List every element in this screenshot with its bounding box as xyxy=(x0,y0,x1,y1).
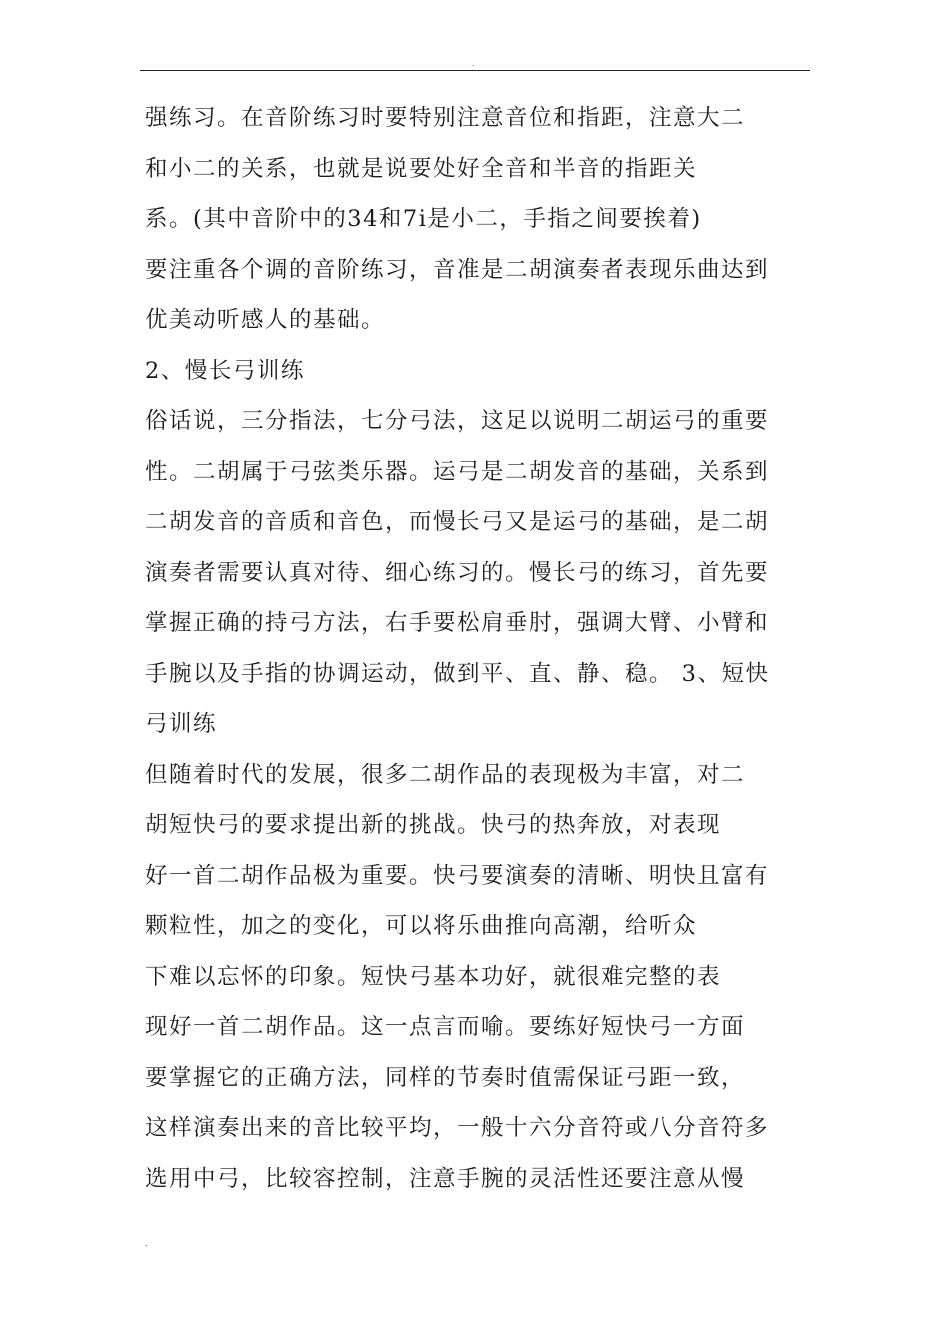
text-line: 演奏者需要认真对待、细心练习的。慢长弓的练习，首先要 xyxy=(145,559,770,586)
text-line: 要掌握它的正确方法，同样的节奏时值需保证弓距一致， xyxy=(145,1064,746,1091)
text-line: 手腕以及手指的协调运动，做到平、直、静、稳。 3、短快 xyxy=(145,660,770,687)
text-line: 颗粒性，加之的变化，可以将乐曲推向高潮，给听众 xyxy=(145,913,698,939)
section-heading: 2、慢长弓训练 xyxy=(145,357,305,384)
text-line: 要注重各个调的音阶练习，音准是二胡演奏者表现乐曲达到 xyxy=(145,256,770,283)
text-line: 胡短快弓的要求提出新的挑战。快弓的热奔放，对表现 xyxy=(145,812,722,838)
text-line: 但随着时代的发展，很多二胡作品的表现极为丰富，对二 xyxy=(145,761,746,788)
text-line: 下难以忘怀的印象。短快弓基本功好，就很难完整的表 xyxy=(145,963,722,990)
text-line: 俗话说，三分指法，七分弓法，这足以说明二胡运弓的重要 xyxy=(145,408,770,434)
footer-mark: . xyxy=(145,1239,148,1248)
text-line: 二胡发音的音质和音色，而慢长弓又是运弓的基础，是二胡 xyxy=(145,509,770,535)
text-line: 性。二胡属于弓弦类乐器。运弓是二胡发音的基础，关系到 xyxy=(145,458,770,485)
text-line: 优美动听感人的基础。 xyxy=(145,307,386,333)
text-line: 和小二的关系，也就是说要处好全音和半音的指距关 xyxy=(145,155,698,182)
text-line: 选用中弓，比较容控制，注意手腕的灵活性还要注意从慢 xyxy=(145,1165,746,1192)
header-rule xyxy=(140,70,810,71)
text-line: 这样演奏出来的音比较平均，一般十六分音符或八分音符多 xyxy=(145,1115,770,1141)
document-body xyxy=(145,100,815,1211)
text-line: 强练习。在音阶练习时要特别注意音位和指距，注意大二 xyxy=(145,105,746,131)
text-line: 好一首二胡作品极为重要。快弓要演奏的清晰、明快且富有 xyxy=(145,862,770,889)
section-heading: 弓训练 xyxy=(145,711,218,737)
text-line: 现好一首二胡作品。这一点言而喻。要练好短快弓一方面 xyxy=(145,1014,746,1040)
text-line: 掌握正确的持弓方法，右手要松肩垂肘，强调大臂、小臂和 xyxy=(145,610,770,636)
header-mark: . xyxy=(472,59,475,68)
text-line: 系。(其中音阶中的34和7i是小二，手指之间要挨着) xyxy=(145,206,702,232)
